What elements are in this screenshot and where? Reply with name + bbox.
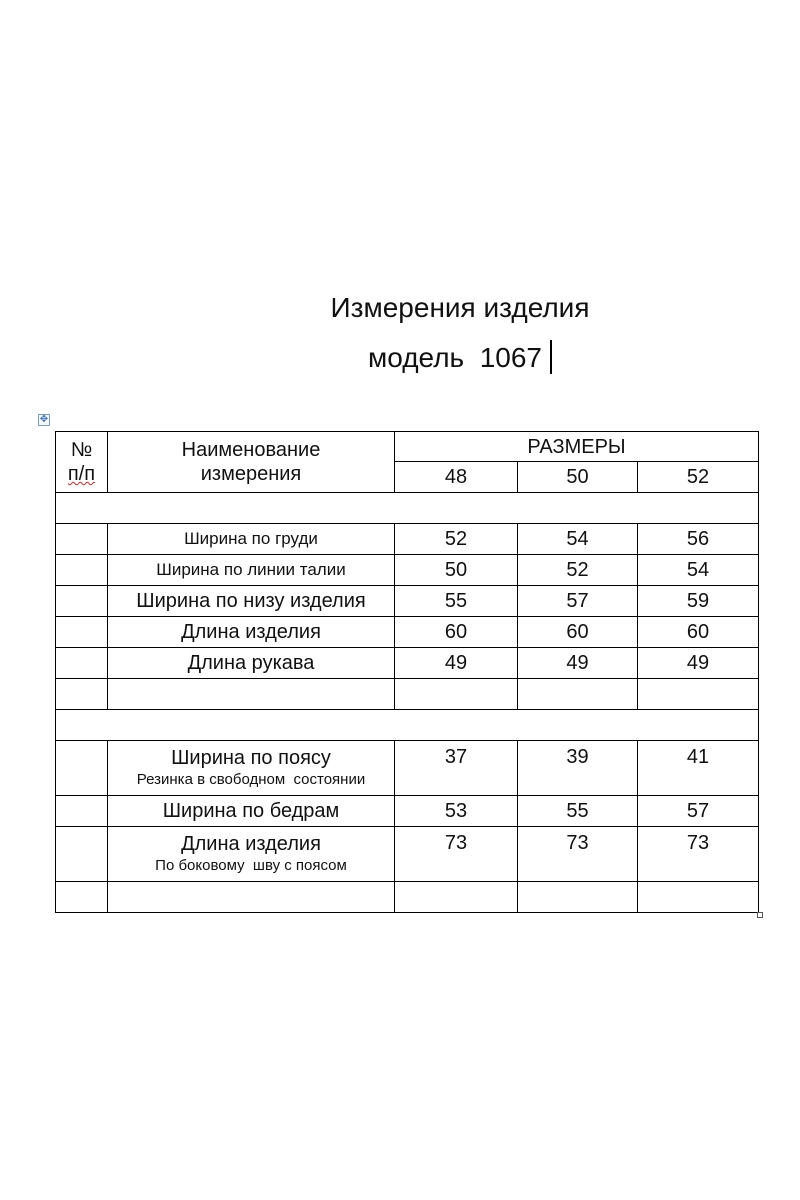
row-number-cell	[56, 617, 108, 648]
table-row	[56, 741, 759, 796]
empty-cell	[638, 679, 759, 710]
measurement-name-text: Длина изделия	[181, 833, 321, 855]
table-row	[56, 555, 759, 586]
row-number-cell	[56, 555, 108, 586]
row-number-cell	[56, 827, 108, 882]
size-label: 48	[395, 462, 518, 493]
measurement-note: По боковому шву с поясом	[155, 857, 347, 874]
empty-cell	[108, 679, 395, 710]
measurement-value: 56	[638, 524, 759, 555]
table-row	[56, 796, 759, 827]
measurement-value: 60	[395, 617, 518, 648]
measurement-name: Длина рукава	[108, 648, 395, 679]
table-resize-handle[interactable]	[757, 912, 763, 918]
text-cursor	[550, 340, 552, 374]
table-move-handle-icon[interactable]: ✥	[39, 414, 49, 425]
table-header-row	[56, 432, 759, 462]
measurement-name-text: Ширина по груди	[184, 529, 318, 548]
measurement-name	[108, 524, 395, 555]
measurements-table	[55, 431, 759, 913]
document-title: Измерения изделия	[330, 292, 590, 323]
measurement-name: Длина изделия	[108, 617, 395, 648]
number-header-line1: №	[70, 439, 93, 461]
table-row	[56, 524, 759, 555]
section-divider-row	[56, 710, 759, 741]
measurement-value: 41	[638, 741, 759, 796]
measurement-value: 57	[638, 796, 759, 827]
number-header-line2: п/п	[67, 463, 96, 485]
table-row	[56, 827, 759, 882]
measurement-name	[108, 555, 395, 586]
row-number-cell	[56, 796, 108, 827]
measurement-value: 39	[518, 741, 638, 796]
empty-cell	[395, 882, 518, 913]
measurement-value: 49	[518, 648, 638, 679]
measurement-value: 73	[395, 827, 518, 882]
measurement-name-text: Ширина по поясу	[171, 747, 331, 769]
measurement-value: 52	[518, 555, 638, 586]
measurement-name-text: Ширина по линии талии	[156, 560, 346, 579]
row-number-cell	[56, 524, 108, 555]
name-header-line2: измерения	[200, 463, 302, 485]
measurement-name	[108, 741, 395, 796]
measurement-value: 54	[518, 524, 638, 555]
empty-cell	[56, 710, 759, 741]
name-header	[108, 432, 395, 493]
row-number-cell	[56, 648, 108, 679]
measurement-value: 50	[395, 555, 518, 586]
measurement-value: 49	[638, 648, 759, 679]
measurement-name	[108, 827, 395, 882]
measurement-value: 53	[395, 796, 518, 827]
measurement-value: 59	[638, 586, 759, 617]
row-number-cell	[56, 586, 108, 617]
model-number-text: модель 1067	[368, 342, 542, 373]
measurement-value: 57	[518, 586, 638, 617]
empty-cell	[108, 882, 395, 913]
measurement-value: 73	[638, 827, 759, 882]
measurement-value: 73	[518, 827, 638, 882]
sizes-header: РАЗМЕРЫ	[395, 432, 759, 462]
name-header-line1: Наименование	[181, 439, 321, 461]
measurement-value: 49	[395, 648, 518, 679]
empty-cell	[518, 882, 638, 913]
number-header	[56, 432, 108, 493]
table-row	[56, 586, 759, 617]
empty-cell	[395, 679, 518, 710]
row-number-cell	[56, 741, 108, 796]
measurement-name: Ширина по низу изделия	[108, 586, 395, 617]
model-number	[0, 340, 800, 376]
empty-cell	[518, 679, 638, 710]
empty-cell	[56, 679, 108, 710]
empty-row	[56, 882, 759, 913]
measurement-value: 60	[638, 617, 759, 648]
measurement-note: Резинка в свободном состоянии	[136, 771, 366, 788]
size-label: 52	[638, 462, 759, 493]
measurement-value: 54	[638, 555, 759, 586]
table-row	[56, 617, 759, 648]
measurement-value: 60	[518, 617, 638, 648]
measurement-name: Ширина по бедрам	[108, 796, 395, 827]
measurement-value: 55	[395, 586, 518, 617]
measurement-value: 52	[395, 524, 518, 555]
measurement-value: 55	[518, 796, 638, 827]
empty-cell	[56, 882, 108, 913]
empty-cell	[638, 882, 759, 913]
table-row	[56, 648, 759, 679]
empty-cell	[56, 493, 759, 524]
measurement-value: 37	[395, 741, 518, 796]
section-divider-row	[56, 493, 759, 524]
empty-row	[56, 679, 759, 710]
size-label: 50	[518, 462, 638, 493]
